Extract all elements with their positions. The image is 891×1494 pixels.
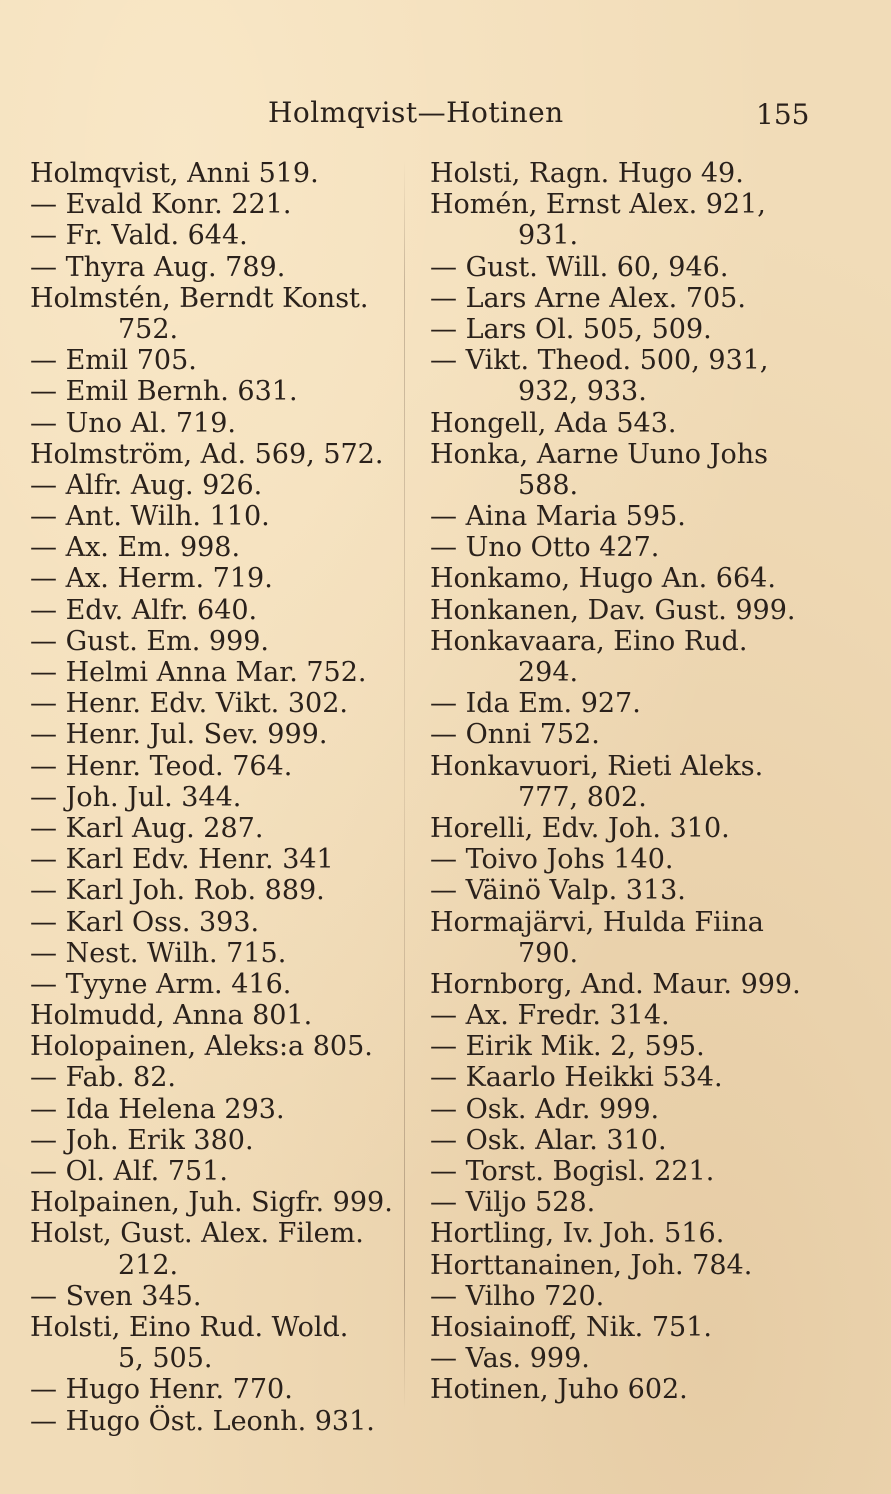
index-entry-continuation: 212. [118, 1249, 179, 1281]
index-entry-continuation: 588. [518, 469, 579, 501]
index-subentry: — Vas. 999. [430, 1343, 590, 1375]
index-subentry: — Aina Maria 595. [430, 501, 686, 533]
index-subentry: — Thyra Aug. 789. [30, 251, 286, 283]
index-subentry: — Toivo Johs 140. [430, 844, 674, 876]
index-entry: Hosiainoff, Nik. 751. [430, 1311, 712, 1343]
index-entry: Holmqvist, Anni 519. [30, 158, 319, 189]
index-subentry: — Karl Edv. Henr. 341 [30, 844, 334, 876]
index-subentry: — Torst. Bogisl. 221. [430, 1156, 715, 1187]
index-entry: Holpainen, Juh. Sigfr. 999. [30, 1187, 393, 1219]
index-subentry: — Helmi Anna Mar. 752. [30, 657, 367, 688]
index-entry: Holsti, Eino Rud. Wold. [30, 1311, 349, 1343]
index-subentry: — Eirik Mik. 2, 595. [430, 1031, 705, 1063]
index-subentry: — Väinö Valp. 313. [430, 875, 686, 907]
index-entry: Hormajärvi, Hulda Fiina [430, 906, 764, 938]
index-entry: Hotinen, Juho 602. [430, 1374, 688, 1406]
index-subentry: — Ida Helena 293. [30, 1093, 285, 1125]
index-entry-continuation: 932, 933. [518, 376, 647, 408]
index-entry: Holopainen, Aleks:a 805. [30, 1031, 373, 1063]
index-subentry: — Hugo Henr. 770. [30, 1374, 293, 1406]
index-entry: Homén, Ernst Alex. 921, [430, 189, 766, 221]
index-subentry: — Uno Otto 427. [430, 532, 660, 564]
index-subentry: — Evald Konr. 221. [30, 189, 292, 221]
index-subentry: — Ax. Herm. 719. [30, 563, 273, 595]
index-entry-continuation: 5, 505. [118, 1343, 213, 1375]
running-header: Holmqvist—Hotinen [268, 96, 564, 129]
left-column [30, 158, 410, 1437]
index-entry: Holmstén, Berndt Konst. [30, 282, 369, 314]
index-subentry: — Kaarlo Heikki 534. [430, 1062, 723, 1094]
index-subentry: — Ax. Em. 998. [30, 532, 241, 564]
index-subentry: — Edv. Alfr. 640. [30, 594, 258, 626]
index-subentry: — Sven 345. [30, 1280, 202, 1312]
index-subentry: — Ax. Fredr. 314. [430, 1000, 670, 1032]
index-subentry: — Ol. Alf. 751. [30, 1156, 228, 1187]
index-entry: Honka, Aarne Uuno Johs [430, 438, 768, 470]
index-subentry: — Nest. Wilh. 715. [30, 937, 287, 969]
index-entry-continuation: 294. [518, 657, 579, 688]
index-subentry: — Emil 705. [30, 345, 197, 377]
index-subentry: — Osk. Alar. 310. [430, 1124, 667, 1156]
page-number: 155 [756, 98, 810, 131]
index-subentry: — Karl Oss. 393. [30, 906, 260, 938]
index-entry: Hongell, Ada 543. [430, 407, 677, 439]
index-subentry: — Viljo 528. [430, 1187, 596, 1219]
index-subentry: — Emil Bernh. 631. [30, 376, 298, 408]
index-entry: Holmudd, Anna 801. [30, 1000, 313, 1032]
index-entry: Hornborg, And. Maur. 999. [430, 968, 801, 1000]
index-subentry: — Gust. Em. 999. [30, 625, 270, 657]
index-entry: Honkavuori, Rieti Aleks. [430, 750, 764, 782]
index-entry-continuation: 790. [518, 937, 579, 969]
index-subentry: — Joh. Erik 380. [30, 1124, 254, 1156]
column-divider [404, 160, 405, 1410]
index-entry: Horelli, Edv. Joh. 310. [430, 812, 730, 844]
index-entry-continuation: 931. [518, 220, 579, 252]
index-subentry: — Onni 752. [430, 719, 600, 751]
index-entry: Holsti, Ragn. Hugo 49. [430, 158, 744, 189]
index-subentry: — Lars Ol. 505, 509. [430, 313, 712, 345]
index-entry: Holmström, Ad. 569, 572. [30, 438, 384, 470]
index-entry-continuation: 777, 802. [518, 781, 647, 813]
index-entry: Horttanainen, Joh. 784. [430, 1249, 753, 1281]
index-subentry: — Osk. Adr. 999. [430, 1093, 660, 1125]
index-entry: Holst, Gust. Alex. Filem. [30, 1218, 364, 1250]
index-subentry: — Vilho 720. [430, 1280, 605, 1312]
index-entry: Hortling, Iv. Joh. 516. [430, 1218, 725, 1250]
index-subentry: — Ida Em. 927. [430, 688, 641, 720]
index-subentry: — Alfr. Aug. 926. [30, 469, 263, 501]
index-subentry: — Henr. Edv. Vikt. 302. [30, 688, 348, 720]
index-subentry: — Fab. 82. [30, 1062, 176, 1094]
index-entry: Honkamo, Hugo An. 664. [430, 563, 776, 595]
index-subentry: — Henr. Jul. Sev. 999. [30, 719, 328, 751]
index-subentry: — Karl Joh. Rob. 889. [30, 875, 325, 907]
right-column [430, 158, 815, 1406]
index-subentry: — Vikt. Theod. 500, 931, [430, 345, 769, 377]
index-subentry: — Lars Arne Alex. 705. [430, 282, 746, 314]
index-subentry: — Hugo Öst. Leonh. 931. [30, 1405, 375, 1437]
index-entry-continuation: 752. [118, 313, 179, 345]
index-entry: Honkanen, Dav. Gust. 999. [430, 594, 796, 626]
index-subentry: — Henr. Teod. 764. [30, 750, 293, 782]
index-subentry: — Karl Aug. 287. [30, 812, 264, 844]
index-subentry: — Ant. Wilh. 110. [30, 501, 270, 533]
index-subentry: — Uno Al. 719. [30, 407, 236, 439]
index-subentry: — Fr. Vald. 644. [30, 220, 248, 252]
index-subentry: — Joh. Jul. 344. [30, 781, 242, 813]
index-entry: Honkavaara, Eino Rud. [430, 625, 748, 657]
index-subentry: — Gust. Will. 60, 946. [430, 251, 729, 283]
index-subentry: — Tyyne Arm. 416. [30, 968, 292, 1000]
